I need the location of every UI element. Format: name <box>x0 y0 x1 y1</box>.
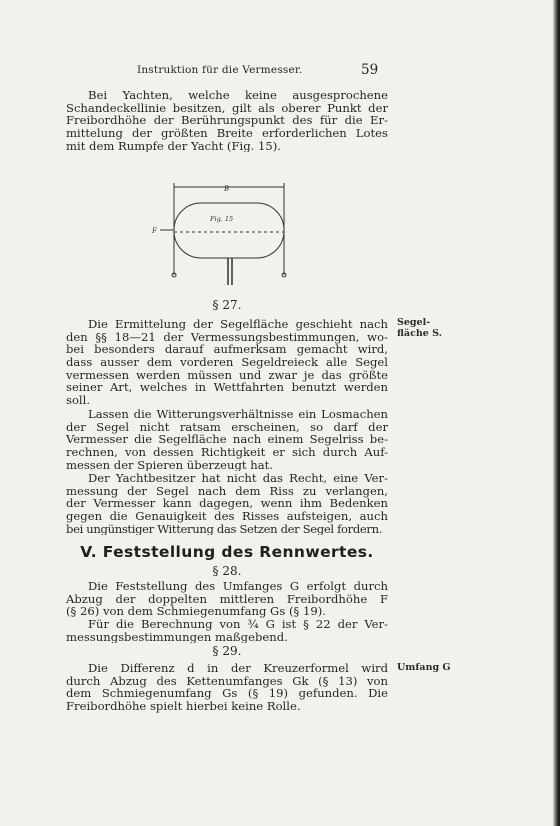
text-line: Die Differenz d in der Kreuzerformel wird <box>88 662 388 675</box>
hull-section-figure <box>150 175 300 290</box>
section-27-paragraph-2 <box>66 408 388 471</box>
text-line: Die Feststellung des Umfanges G erfolgt durch <box>88 580 388 593</box>
text-line: dass ausser dem vorderen Segeldreieck alle Segel <box>66 355 388 370</box>
text-line: dem Schmiegenumfang Gs (§ 19) gefunden. Die <box>66 686 388 701</box>
section-heading-29: § 29. <box>212 644 242 658</box>
text-line: Bei Yachten, welche keine ausgesprochene <box>88 89 388 102</box>
text-line: (§ 26) von dem Schmiegenumfang Gs (§ 19). <box>66 604 326 619</box>
text-line: den §§ 18—21 der Vermessungsbestimmungen, wo- <box>66 329 388 344</box>
section-27-paragraph-1 <box>66 318 388 407</box>
text-line: mittelung der größten Breite erforderlichen Lotes <box>66 126 388 141</box>
section-heading-27: § 27. <box>212 298 242 312</box>
text-line: Freibordhöhe der Berührungspunkt des für die Er- <box>66 113 388 128</box>
text-line: Der Yachtbesitzer hat nicht das Recht, eine Ver- <box>88 472 388 485</box>
text-line: Für die Berechnung von ¾ G ist § 22 der Ver- <box>88 618 388 631</box>
text-line: durch Abzug des Kettenumfanges Gk (§ 13) von <box>66 673 388 688</box>
section-27-paragraph-3 <box>66 472 388 535</box>
text-line: mit dem Rumpfe der Yacht (Fig. 15). <box>66 138 281 153</box>
text-line: gegen die Genauigkeit des Risses aufsteigen, auch <box>66 509 388 524</box>
label-f: F <box>152 227 157 235</box>
text-line: rechnen, von dessen Richtigkeit er sich durch Auf- <box>66 445 388 460</box>
text-line: soll. <box>66 393 91 407</box>
text-line: bei besonders darauf aufmerksam gemacht wird, <box>66 342 388 357</box>
text-line: bei ungünstiger Witterung das Setzen der Segel fordern. <box>66 521 383 536</box>
section-28-paragraph-1 <box>66 580 388 618</box>
margin-note-line: Segel- <box>397 317 431 328</box>
figure-caption: Fig. 15 <box>210 215 234 223</box>
text-line: messungsbestimmungen maßgebend. <box>66 629 288 644</box>
chapter-title: V. Feststellung des Rennwertes. <box>80 543 374 561</box>
text-line: Freibordhöhe spielt hierbei keine Rolle. <box>66 699 301 713</box>
text-line: Lassen die Witterungsverhältnisse ein Losmachen <box>88 408 388 421</box>
text-line: der Vermesser kann dagegen, wenn ihm Bedenken <box>66 496 388 511</box>
text-line: Die Ermittelung der Segelfläche geschieht nach <box>88 318 388 331</box>
label-b: B <box>224 185 230 193</box>
margin-note-segelflaeche <box>397 318 442 339</box>
margin-note-umfang <box>397 663 451 674</box>
section-29-paragraph-1 <box>66 662 388 713</box>
page-number: 59 <box>361 62 379 78</box>
running-head: Instruktion für die Vermesser. <box>137 64 303 76</box>
text-line: seiner Art, welches in Wettfahrten benutzt werden <box>66 380 388 395</box>
section-heading-28: § 28. <box>212 564 242 578</box>
section-28-paragraph-2 <box>66 618 388 643</box>
text-line: Abzug der doppelten mittleren Freibordhöhe F <box>66 591 388 606</box>
hull-outline <box>174 203 284 258</box>
page-edge-shadow <box>553 0 560 826</box>
margin-note-line: fläche S. <box>397 327 442 339</box>
text-line: der Segel nicht ratsam erscheinen, so darf der <box>66 419 388 434</box>
text-line: vermessen werden müssen und zwar je das größte <box>66 367 388 382</box>
text-line: Vermesser die Segelfläche nach einem Segelriss be- <box>66 432 388 447</box>
intro-paragraph <box>66 89 388 152</box>
text-line: messen der Spieren überzeugt hat. <box>66 457 273 472</box>
page-header <box>0 64 560 80</box>
text-line: messung der Segel nach dem Riss zu verlangen, <box>66 483 388 498</box>
margin-note-line: Umfang G <box>397 662 451 673</box>
text-line: Schandeckellinie besitzen, gilt als oberer Punkt der <box>66 100 388 115</box>
